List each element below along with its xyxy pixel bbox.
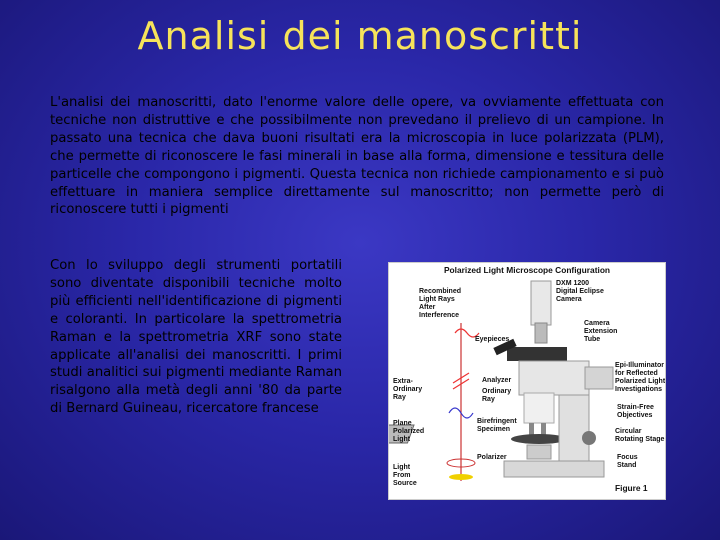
intro-paragraph: L'analisi dei manoscritti, dato l'enorme valore delle opere, va ovviamente effettuata con tecniche non distruttive e che possibilmente non prevedano il prelievo di un campione. In passato una tecnica che dava buoni risultati era la microscopia in luce polarizzata (PLM), che permette di riconoscere le fasi minerali in base alla forma, dimensione e tessitura delle particelle che compongono i pigmenti. Questa tecnica non richiede campionamento e si può effettuare in maniera semplice direttamente sul manoscritto; non permette però di riconoscere tutti i pigmenti: [50, 95, 664, 218]
nosepiece: [524, 393, 554, 423]
analyzer-label: Analyzer: [482, 377, 512, 384]
eyepieces-shape: [507, 347, 567, 361]
polarizer-label: Polarizer: [477, 454, 507, 461]
figure-title: Polarized Light Microscope Configuration: [443, 265, 611, 275]
epi-illuminator-label: Epi-Illuminator for Reflected Polarized Light Investigations: [615, 362, 665, 393]
camera-extension-label: Camera Extension Tube: [584, 320, 618, 343]
eyepieces-label: Eyepieces: [475, 336, 510, 343]
slide-title: Analisi dei manoscritti: [137, 14, 583, 58]
microscope-head: [519, 361, 589, 395]
focus-label: Focus Stand: [617, 454, 638, 469]
epi-illuminator-shape: [585, 367, 613, 389]
recombined-label: Recombined Light Rays After Interference: [419, 288, 462, 319]
microscope-base: [504, 461, 604, 477]
light-source-label: Light From Source: [393, 464, 417, 487]
extraordinary-ray-label: Extra-Ordinary Ray: [393, 378, 423, 401]
camera-body: [531, 281, 551, 325]
ordinary-ray-label: Ordinary Ray: [482, 388, 512, 403]
camera-label: DXM 1200 Digital Eclipse Camera: [556, 280, 604, 303]
plane-polarized-label: Plane Polarized Light: [393, 420, 425, 443]
focus-knob: [582, 431, 596, 445]
rotating-stage-label: Circular Rotating Stage: [615, 428, 665, 443]
camera-extension-tube: [535, 323, 547, 343]
light-path-diagram: [389, 323, 479, 481]
microscope-figure: [388, 262, 666, 500]
raman-paragraph: Con lo sviluppo degli strumenti portatili sono diventate disponibili tecniche molto più efficienti nell'identificazione di pigmenti e coloranti. In particolare la spettrometria Raman e la spettrometria XRF sono state applicate all'analisi dei manoscritti. I primi studi analitici sui pigmenti mediante Raman risalgono alla metà degli anni '80 da parte di Bernard Guineau, ricercatore francese: [50, 258, 342, 417]
birefringent-label: Birefringent Specimen: [477, 418, 517, 433]
strain-free-label: Strain-Free Objectives: [617, 404, 654, 419]
microscope-diagram: [389, 263, 665, 499]
figure-caption: Figure 1: [615, 483, 648, 493]
stand-arm: [559, 395, 589, 465]
